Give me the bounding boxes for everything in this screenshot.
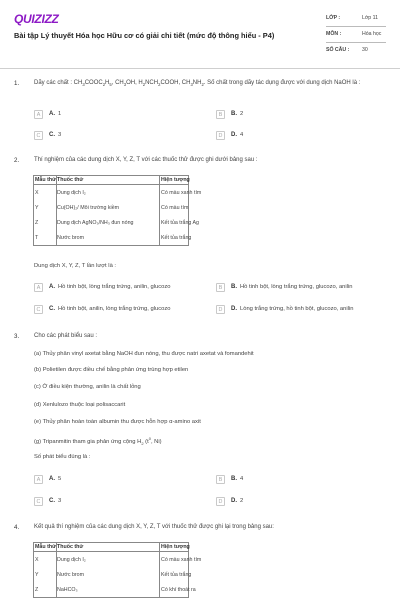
table-cell-reagent: Dung dịch I₂ <box>57 190 86 196</box>
option-letter: B. <box>231 476 237 482</box>
question-3-prompt: Số phát biểu đúng là : <box>34 454 91 460</box>
statement-item: (e) Thủy phân hoàn toàn albumin thu được hỗn hợp α-amino axit <box>34 419 201 425</box>
meta-value-subject: Hóa học <box>362 31 382 37</box>
question-1-option-c[interactable] <box>34 131 204 142</box>
meta-label-class: LỚP : <box>326 15 341 21</box>
table-cell-result: Có màu tím <box>161 205 189 211</box>
option-text: 2 <box>240 498 244 504</box>
option-checkbox[interactable]: C <box>34 497 43 506</box>
table-cell-result: Kết tủa trắng Ag <box>161 220 199 226</box>
option-checkbox[interactable]: B <box>216 283 225 292</box>
table-header-cell: Mẫu thử <box>35 544 56 550</box>
option-checkbox[interactable]: B <box>216 110 225 119</box>
option-checkbox[interactable]: C <box>34 305 43 314</box>
table-header-cell: Thuốc thử <box>57 544 84 550</box>
option-checkbox[interactable]: B <box>216 475 225 484</box>
question-3-option-b[interactable] <box>216 475 386 486</box>
worksheet-title: Bài tập Lý thuyết Hóa học Hữu cơ có giải chi tiết (mức độ thông hiểu - P4) <box>14 31 275 40</box>
table-cell-sample: Y <box>35 572 39 578</box>
question-2-prompt: Dung dịch X, Y, Z, T lần lượt là : <box>34 263 117 269</box>
question-4-text: Kết quả thí nghiệm của các dung dịch X, Y, Z, T với thuốc thử được ghi lại trong bảng sau: <box>34 524 274 530</box>
question-3-option-a[interactable] <box>34 475 204 486</box>
question-3-option-d[interactable] <box>216 497 386 508</box>
option-checkbox[interactable]: C <box>34 131 43 140</box>
table-cell-sample: X <box>35 557 39 563</box>
option-letter: D. <box>231 132 237 138</box>
worksheet-header <box>0 0 400 70</box>
table-row <box>34 215 199 230</box>
question-2-table <box>33 175 202 246</box>
option-checkbox[interactable]: D <box>216 131 225 140</box>
question-4-table <box>33 542 202 598</box>
table-row <box>34 230 192 245</box>
table-header-row <box>34 543 188 552</box>
question-1-option-d[interactable] <box>216 131 386 142</box>
table-row <box>34 567 192 582</box>
table-row <box>34 552 202 567</box>
meta-divider <box>326 26 386 27</box>
table-cell-reagent: NaHCO₃ <box>57 587 78 593</box>
table-row <box>34 200 188 215</box>
option-text: 3 <box>58 498 62 504</box>
table-cell-reagent: Dung dịch I₂ <box>57 557 86 563</box>
table-cell-result: Kết tủa trắng <box>161 572 192 578</box>
table-cell-reagent: Nước brom <box>57 235 85 241</box>
option-letter: C. <box>49 498 55 504</box>
table-header-cell: Hiện tượng <box>161 177 190 183</box>
option-text: Hồ tinh bột, anilin, lòng trắng trứng, glucozo <box>58 306 171 312</box>
table-cell-result: Có màu xanh tím <box>161 190 202 196</box>
option-letter: D. <box>231 498 237 504</box>
table-header-cell: Mẫu thử <box>35 177 56 183</box>
option-letter: D. <box>231 306 237 312</box>
table-cell-sample: X <box>35 190 39 196</box>
table-cell-reagent: Dung dịch AgNO₃/NH₃ đun nóng <box>57 220 134 226</box>
option-letter: A. <box>49 111 55 117</box>
question-3-number: 3. <box>14 333 20 340</box>
option-checkbox[interactable]: D <box>216 497 225 506</box>
statement-item: (g) Tripanmitin tham gia phản ứng cộng $H_2$ ($t^0$, Ni) <box>34 436 162 447</box>
question-2-option-c[interactable] <box>34 305 212 316</box>
option-text: 5 <box>58 476 62 482</box>
option-text: Lòng trắng trứng, hồ tinh bột, glucozo, anilin <box>240 306 354 312</box>
question-1-option-a[interactable] <box>34 110 204 121</box>
question-1-number: 1. <box>14 80 20 87</box>
meta-value-count: 30 <box>362 47 368 53</box>
table-cell-sample: Y <box>35 205 39 211</box>
option-checkbox[interactable]: A <box>34 283 43 292</box>
statement-item: (b) Polietilen được điều chế bằng phản ứng trùng hợp etilen <box>34 367 189 373</box>
header-divider <box>0 68 400 69</box>
meta-divider <box>326 42 386 43</box>
option-text: 4 <box>240 132 244 138</box>
option-checkbox[interactable]: D <box>216 305 225 314</box>
statement-item: (a) Thủy phân vinyl axetat bằng NaOH đun nóng, thu được natri axetat và fomandehit <box>34 351 254 357</box>
statement-item: (d) Xenlulozo thuộc loại polisaccarit <box>34 402 126 408</box>
question-1-option-b[interactable] <box>216 110 386 121</box>
table-cell-result: Kết tủa trắng <box>161 235 192 241</box>
question-3-option-c[interactable] <box>34 497 204 508</box>
table-cell-sample: T <box>35 235 39 241</box>
table-header-row <box>34 176 188 185</box>
option-letter: B. <box>231 111 237 117</box>
option-text: 2 <box>240 111 244 117</box>
question-4-number: 4. <box>14 524 20 531</box>
table-header-cell: Hiện tượng <box>161 544 190 550</box>
option-letter: B. <box>231 284 237 290</box>
meta-label-count: SỐ CÂU : <box>326 47 350 53</box>
option-checkbox[interactable]: A <box>34 110 43 119</box>
table-cell-reagent: Cu(OH)₂/ Môi trường kiềm <box>57 205 120 211</box>
option-text: Hồ tinh bột, lòng trắng trứng, glucozo, anilin <box>240 284 353 290</box>
statement-item: (c) Ở điều kiện thường, anilin là chất lỏng <box>34 384 141 390</box>
table-cell-sample: Z <box>35 587 39 593</box>
question-2-option-b[interactable] <box>216 283 386 294</box>
option-letter: C. <box>49 306 55 312</box>
table-row <box>34 185 202 200</box>
option-checkbox[interactable]: A <box>34 475 43 484</box>
option-letter: A. <box>49 284 55 290</box>
meta-value-class: Lớp 11 <box>362 15 378 21</box>
question-2-text: Thí nghiệm của các dung dịch X, Y, Z, T với các thuốc thử được ghi dưới bảng sau : <box>34 157 258 163</box>
table-row <box>34 582 196 597</box>
question-2-option-a[interactable] <box>34 283 212 294</box>
table-cell-result: Có khí thoát ra <box>161 587 196 593</box>
question-2-number: 2. <box>14 157 20 164</box>
table-cell-sample: Z <box>35 220 39 226</box>
question-2-option-d[interactable] <box>216 305 386 316</box>
quizizz-logo: QUIZIZZ <box>14 12 59 26</box>
meta-label-subject: MÔN : <box>326 31 342 37</box>
table-cell-reagent: Nước brom <box>57 572 85 578</box>
table-header-cell: Thuốc thử <box>57 177 84 183</box>
question-3-text: Cho các phát biểu sau : <box>34 333 98 339</box>
option-text: Hồ tinh bột, lòng trắng trứng, anilin, glucozo <box>58 284 171 290</box>
question-1-text: Dãy các chất : $CH_3COOC_2H_5$, $CH_3OH$, $H_2NCH_2COOH$, $CH_3NH_2$. Số chất trong dãy tác dụng được với dung dịch NaOH là : <box>34 80 361 88</box>
option-text: 3 <box>58 132 62 138</box>
option-text: 4 <box>240 476 244 482</box>
table-cell-result: Có màu xanh tím <box>161 557 202 563</box>
option-text: 1 <box>58 111 62 117</box>
option-letter: A. <box>49 476 55 482</box>
option-letter: C. <box>49 132 55 138</box>
